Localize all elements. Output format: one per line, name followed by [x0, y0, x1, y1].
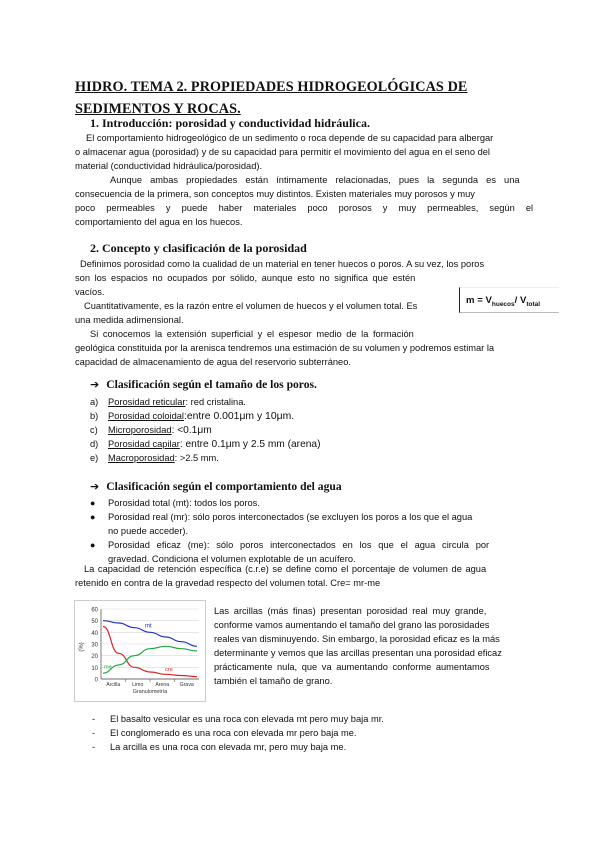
y-tick-label: 30 — [91, 642, 98, 649]
porosity-chart-svg — [75, 601, 205, 701]
paragraph-line: prácticamente nula, que va aumentando conforme aumentamos — [214, 662, 490, 672]
water-classification-heading: ➔ Clasificación según el comportamiento del agua — [90, 480, 342, 493]
document-title: HIDRO. TEMA 2. PROPIEDADES HIDROGEOLÓGICAS DE SEDIMENTOS Y ROCAS. — [75, 79, 468, 117]
y-tick-label: 10 — [91, 665, 98, 672]
paragraph-line: Definimos porosidad como la cualidad de un material en tener huecos o poros. A su vez, los poros — [80, 259, 485, 269]
x-tick-label: Arena — [155, 682, 170, 688]
examples-list: - El basalto vesicular es una roca con elevada mt pero muy baja mr. - El conglomerado es una roca con elevada mr pero baja me. - La arcilla es una roca con elevada mr, pero muy baja me. — [92, 714, 384, 752]
paragraph-line: son los espacios no ocupados por sólido, aunque esto no significa que estén — [75, 273, 416, 283]
arrow-icon: ➔ — [90, 480, 100, 493]
section-1-heading: 1. Introducción: porosidad y conductividad hidráulica. — [90, 116, 370, 130]
y-tick-label: 60 — [91, 607, 98, 614]
bullet-icon: ● — [90, 498, 96, 508]
y-tick-label: 0 — [94, 677, 98, 684]
section-2-heading: 2. Concepto y clasificación de la porosidad — [90, 241, 307, 255]
x-tick-label: Grava — [179, 682, 194, 688]
paragraph-line: retenido en contra de la gravedad respecto del volumen total. Cre= mr-me — [75, 578, 381, 588]
x-axis-label: Granulometría — [132, 689, 168, 695]
size-classification-list: a) Porosidad reticular: red cristalina. b) Porosidad coloidal:entre 0.001μm y 10μm. c) Microporosidad: <0.1μm d) Porosidad capilar: entre 0.1μm y 2.5 mm (arena) e) Macroporosidad: >2.5 mm. — [90, 397, 321, 463]
y-tick-label: 40 — [91, 630, 98, 637]
paragraph-line: consecuencia de la primera, son conceptos muy distintos. Existen materiales muy porosos y muy — [75, 189, 475, 199]
series-line-me — [103, 646, 197, 673]
paragraph-line: conforme vamos aumentando el tamaño del grano las porosidades — [214, 620, 490, 630]
paragraph-line: Cuantitativamente, es la razón entre el volumen de huecos y el volumen total. Es — [84, 301, 418, 311]
paragraph-line: Si conocemos la extensión superficial y el espesor medio de la formación — [90, 329, 414, 339]
paragraph-line: vacíos. — [75, 287, 105, 297]
paragraph-line: determinante y vemos que las arcillas presentan una porosidad eficaz — [214, 648, 502, 658]
series-label-cre: cre — [165, 667, 173, 673]
arrow-icon: ➔ — [90, 378, 100, 391]
series-label-me: me — [104, 664, 112, 671]
paragraph-line: o almacenar agua (porosidad) y de su capacidad para permitir el movimiento del agua en el seno del — [75, 147, 490, 157]
y-axis-label: (%) — [79, 642, 85, 652]
paragraph-line: reales van disminuyendo. Sin embargo, la porosidad eficaz es la más — [214, 634, 500, 644]
y-tick-label: 50 — [91, 619, 98, 626]
paragraph-line: también el tamaño de grano. — [214, 676, 333, 686]
y-tick-label: 20 — [91, 654, 98, 661]
paragraph-line: una medida adimensional. — [75, 315, 184, 325]
paragraph-line: Las arcillas (más finas) presentan porosidad real muy grande, — [214, 606, 487, 616]
paragraph-line: poco permeables y puede haber materiales poco porosos y muy permeables, según el — [75, 203, 534, 213]
water-classification-list: ● Porosidad total (mt): todos los poros. ● Porosidad real (mr): sólo poros interconectados (se excluyen los poros a los que el agua no puede acceder). ● Porosidad eficaz (me): sólo poros interconectados en los que el agua circula por gravedad. Condiciona el volumen explotable de un acuífero. — [90, 498, 490, 564]
paragraph-line: Aunque ambas propiedades están íntimamente relacionadas, pues la segunda es una — [110, 175, 520, 185]
paragraph-line: El comportamiento hidrogeológico de un sedimento o roca depende de su capacidad para albergar — [86, 133, 494, 143]
x-tick-label: Limo — [132, 682, 144, 688]
series-label-mt: mt — [145, 623, 152, 630]
paragraph-line: geológica constituida por la arenisca tendremos una estimación de su volumen y podremos estimar la — [75, 343, 495, 353]
paragraph-line: capacidad de almacenamiento de agua del reservorio subterráneo. — [75, 357, 351, 367]
bullet-icon: ● — [90, 540, 96, 550]
paragraph-line: material (conductividad hidráulica/porosidad). — [75, 161, 263, 171]
porosity-formula: $m = V_{huecos}/$ $V_{total}$ — [459, 287, 559, 313]
porosity-chart — [74, 600, 206, 702]
size-classification-heading: ➔ Clasificación según el tamaño de los poros. — [90, 378, 317, 391]
series-line-cre — [103, 627, 197, 677]
x-tick-label: Arcilla — [106, 682, 121, 688]
bullet-icon: ● — [90, 512, 96, 522]
paragraph-line: La capacidad de retención específica (c.r.e) se define como el porcentaje de volumen de agua — [84, 564, 487, 574]
paragraph-line: comportamiento del agua en los huecos. — [75, 217, 243, 227]
